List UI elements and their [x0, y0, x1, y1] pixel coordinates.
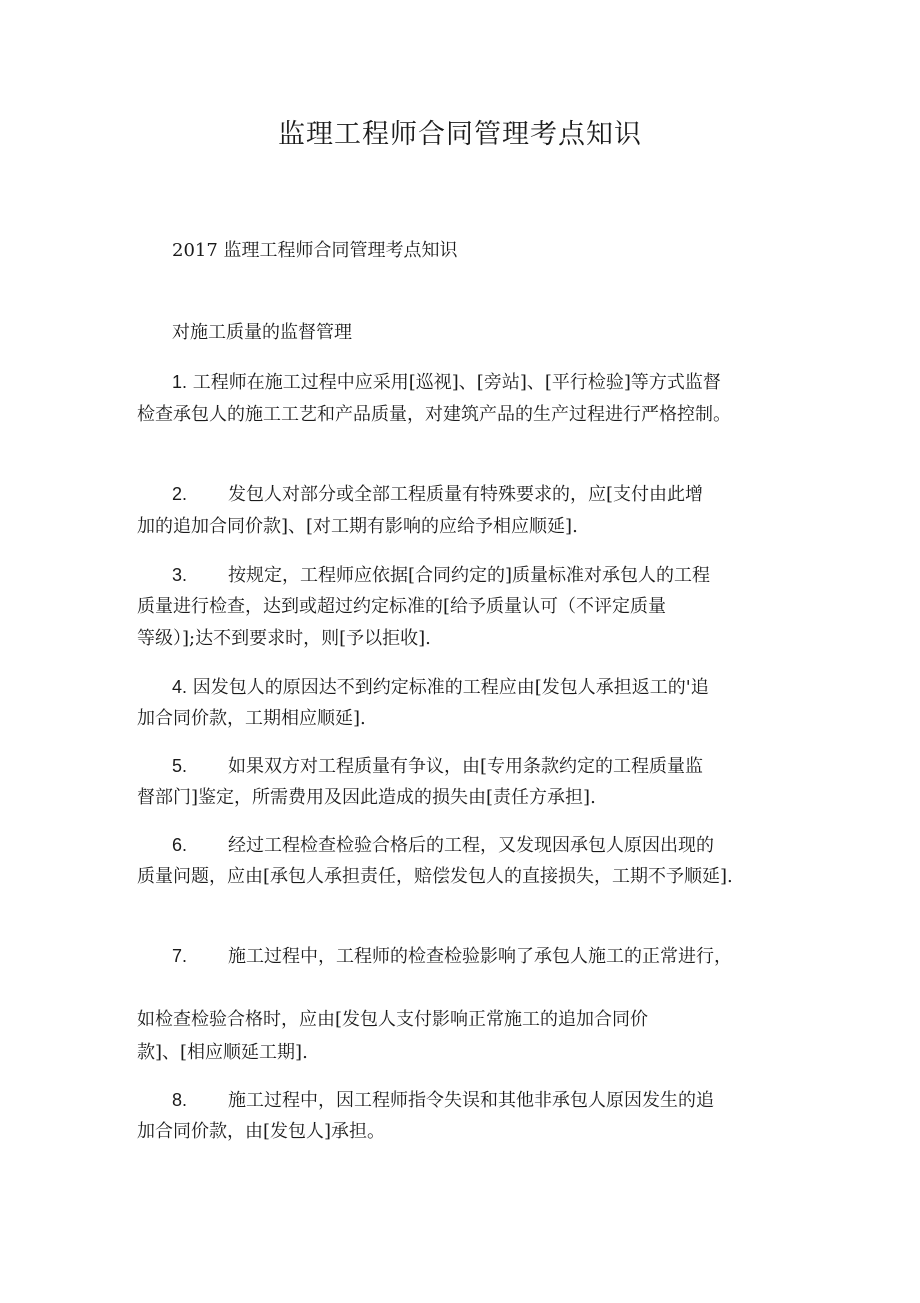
list-item-2-line-1 — [172, 483, 703, 506]
item-number: 8. — [172, 1090, 188, 1110]
document-title: 监理工程师合同管理考点知识 — [278, 119, 642, 150]
item-text: 施工过程中，工程师的检查检验影响了承包人施工的正常进行， — [228, 946, 732, 967]
item-text: 经过工程检查检验合格后的工程，又发现因承包人原因出现的 — [228, 835, 714, 856]
item-number: 7. — [172, 946, 188, 966]
list-item-1-line-2: 检查承包人的施工工艺和产品质量，对建筑产品的生产过程进行严格控制。 — [137, 404, 731, 425]
list-item-5-line-1 — [172, 755, 703, 778]
list-item-8-line-2: 加合同价款，由[发包人]承担。 — [137, 1121, 386, 1142]
item-number: 1. — [172, 372, 188, 392]
list-item-8-line-1 — [172, 1089, 714, 1112]
item-number: 5. — [172, 756, 188, 776]
list-item-3-line-1 — [172, 564, 710, 587]
item-text: 因发包人的原因达不到约定标准的工程应由[发包人承担返工的'追 — [192, 677, 709, 698]
document-subtitle: 2017 监理工程师合同管理考点知识 — [172, 240, 458, 261]
list-item-2-line-2: 加的追加合同价款]、[对工期有影响的应给予相应顺延]. — [137, 516, 578, 537]
item-number: 2. — [172, 484, 188, 504]
item-text: 按规定，工程师应依据[合同约定的]质量标准对承包人的工程 — [228, 565, 711, 586]
list-item-7-line-2: 如检查检验合格时，应由[发包人支付影响正常施工的追加合同价 — [137, 1009, 649, 1030]
list-item-4-line-1 — [172, 676, 709, 699]
item-text: 如果双方对工程质量有争议，由[专用条款约定的工程质量监 — [228, 756, 704, 777]
item-text: 工程师在施工过程中应采用[巡视]、[旁站]、[平行检验]等方式监督 — [192, 372, 721, 393]
list-item-6-line-2: 质量问题，应由[承包人承担责任，赔偿发包人的直接损失，工期不予顺延]. — [137, 866, 733, 887]
list-item-1-line-1 — [172, 371, 721, 394]
section-heading: 对施工质量的监督管理 — [172, 322, 352, 343]
list-item-7-line-1 — [172, 945, 732, 968]
item-number: 6. — [172, 835, 188, 855]
list-item-3-line-3: 等级）];达不到要求时，则[予以拒收]. — [137, 628, 431, 649]
list-item-7-line-3: 款]、[相应顺延工期]. — [137, 1042, 308, 1063]
list-item-5-line-2: 督部门]鉴定，所需费用及因此造成的损失由[责任方承担]. — [137, 787, 596, 808]
item-text: 发包人对部分或全部工程质量有特殊要求的，应[支付由此增 — [228, 484, 704, 505]
list-item-6-line-1 — [172, 834, 714, 857]
item-text: 施工过程中，因工程师指令失误和其他非承包人原因发生的追 — [228, 1090, 714, 1111]
list-item-3-line-2: 质量进行检查，达到或超过约定标准的[给予质量认可（不评定质量 — [137, 596, 667, 617]
item-number: 4. — [172, 677, 188, 697]
item-number: 3. — [172, 565, 188, 585]
list-item-4-line-2: 加合同价款，工期相应顺延]. — [137, 708, 366, 729]
